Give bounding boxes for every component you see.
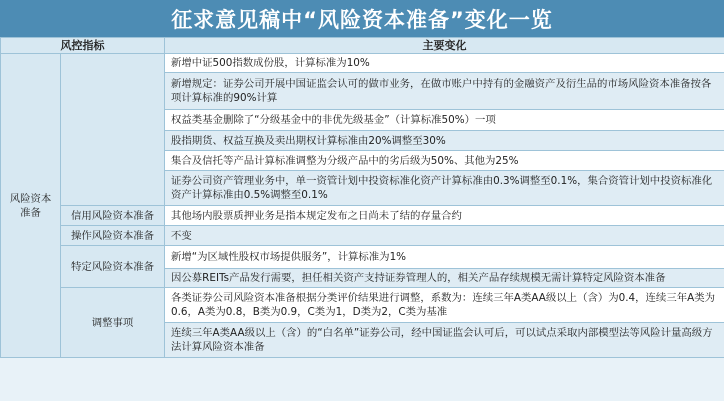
change-cell: 新增“为区域性股权市场提供服务”，计算标准为1% (165, 246, 724, 269)
change-cell: 集合及信托等产品计算标准调整为分级产品中的劣后级为50%、其他为25% (165, 151, 724, 171)
category-risk-capital: 风险资本准备 (1, 54, 61, 358)
change-cell: 连续三年A类AA级以上（含）的“白名单”证券公司，经中国证监会认可后，可以试点采取内部模型法等风险计量高级方法计算风险资本准备 (165, 323, 724, 358)
change-cell: 证券公司资产管理业务中，单一资管计划中投资标准化资产计算标准由0.3%调整至0.1%，集合资管计划中投资标准化资产计算标准由0.5%调整至0.1% (165, 171, 724, 206)
change-cell: 新增中证500指数成份股，计算标准为10% (165, 54, 724, 73)
sub-operational-risk: 操作风险资本准备 (61, 226, 165, 246)
change-cell: 权益类基金删除了“分级基金中的非优先级基金”（计算标准50%）一项 (165, 110, 724, 131)
change-cell: 因公募REITs产品发行需要，担任相关资产支持证券管理人的，相关产品存续规模无需计算特定风险资本准备 (165, 269, 724, 288)
table-row (1, 206, 724, 226)
header-change: 主要变化 (165, 38, 724, 54)
table-row (1, 54, 724, 73)
table-row (1, 246, 724, 269)
table-header-row (1, 38, 724, 54)
change-cell: 不变 (165, 226, 724, 246)
footer-strip (0, 373, 724, 401)
sub-specific-risk: 特定风险资本准备 (61, 246, 165, 288)
table-row (1, 226, 724, 246)
sub-adjustments: 调整事项 (61, 288, 165, 358)
change-cell: 股指期货、权益互换及卖出期权计算标准由20%调整至30% (165, 131, 724, 151)
change-cell: 各类证券公司风险资本准备根据分类评价结果进行调整，系数为：连续三年A类AA级以上（含）为0.4，连续三年A类为0.6，A类为0.8，B类为0.9，C类为1，D类为2，C类为基准 (165, 288, 724, 323)
sub-credit-risk: 信用风险资本准备 (61, 206, 165, 226)
change-cell: 其他场内股票质押业务是指本规定发布之日尚未了结的存量合约 (165, 206, 724, 226)
page-title: 征求意见稿中“风险资本准备”变化一览 (0, 0, 724, 37)
table-row (1, 288, 724, 323)
change-cell: 新增规定：证券公司开展中国证监会认可的做市业务，在做市账户中持有的金融资产及衍生品的市场风险资本准备按各项计算标准的90%计算 (165, 73, 724, 110)
header-indicator: 风控指标 (1, 38, 165, 54)
sub-market-risk (61, 54, 165, 206)
changes-table (0, 37, 724, 358)
